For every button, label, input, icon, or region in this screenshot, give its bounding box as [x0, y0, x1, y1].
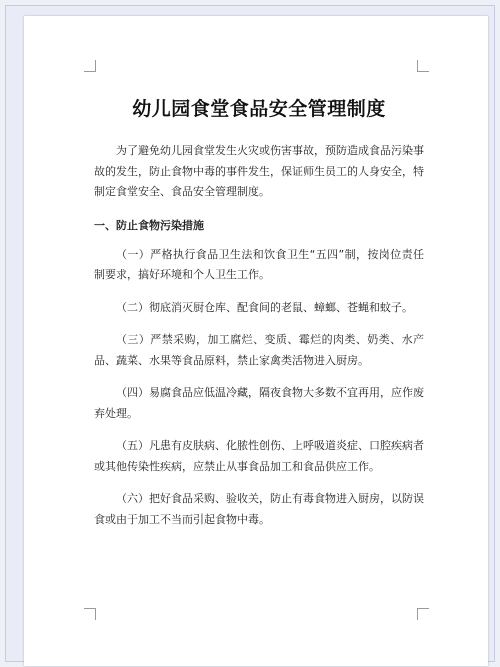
list-item: （三）严禁采购，加工腐烂、变质、霉烂的肉类、奶类、水产品、蔬菜、水果等食品原料，禁止家禽类活物进入厨房。 — [94, 333, 424, 367]
document-viewer-frame — [5, 5, 495, 662]
list-item: （四）易腐食品应低温冷藏，隔夜食物大多数不宜再用，应作废弃处理。 — [94, 386, 424, 420]
document-title: 幼儿园食堂食品安全管理制度 — [132, 98, 386, 120]
list-item: （二）彻底消灭厨仓库、配食间的老鼠、蟑螂、苍蝇和蚊子。 — [116, 300, 413, 314]
list-item: （六）把好食品采购、验收关，防止有毒食物进入厨房，以防误食或由于加工不当而引起食物中毒。 — [94, 492, 424, 526]
margin-corner-bottom-left — [84, 608, 96, 620]
margin-corner-bottom-right — [417, 608, 429, 620]
document-page — [24, 16, 488, 666]
list-item: （一）严格执行食品卫生法和饮食卫生“五四”制，按岗位责任制要求，搞好环境和个人卫生工作。 — [94, 247, 424, 281]
document-body — [94, 86, 424, 542]
section-heading: 一、防止食物污染措施 — [94, 218, 204, 232]
list-item: （五）凡患有皮肤病、化脓性创伤、上呼吸道炎症、口腔疾病者或其他传染性疾病，应禁止从事食品加工和食品供应工作。 — [94, 439, 424, 473]
intro-paragraph: 为了避免幼儿园食堂发生火灾或伤害事故，预防造成食品污染事故的发生，防止食物中毒的事件发生，保证师生员工的人身安全，特制定食堂安全、食品安全管理制度。 — [94, 144, 424, 198]
margin-corner-top-left — [84, 60, 96, 72]
margin-corner-top-right — [417, 60, 429, 72]
